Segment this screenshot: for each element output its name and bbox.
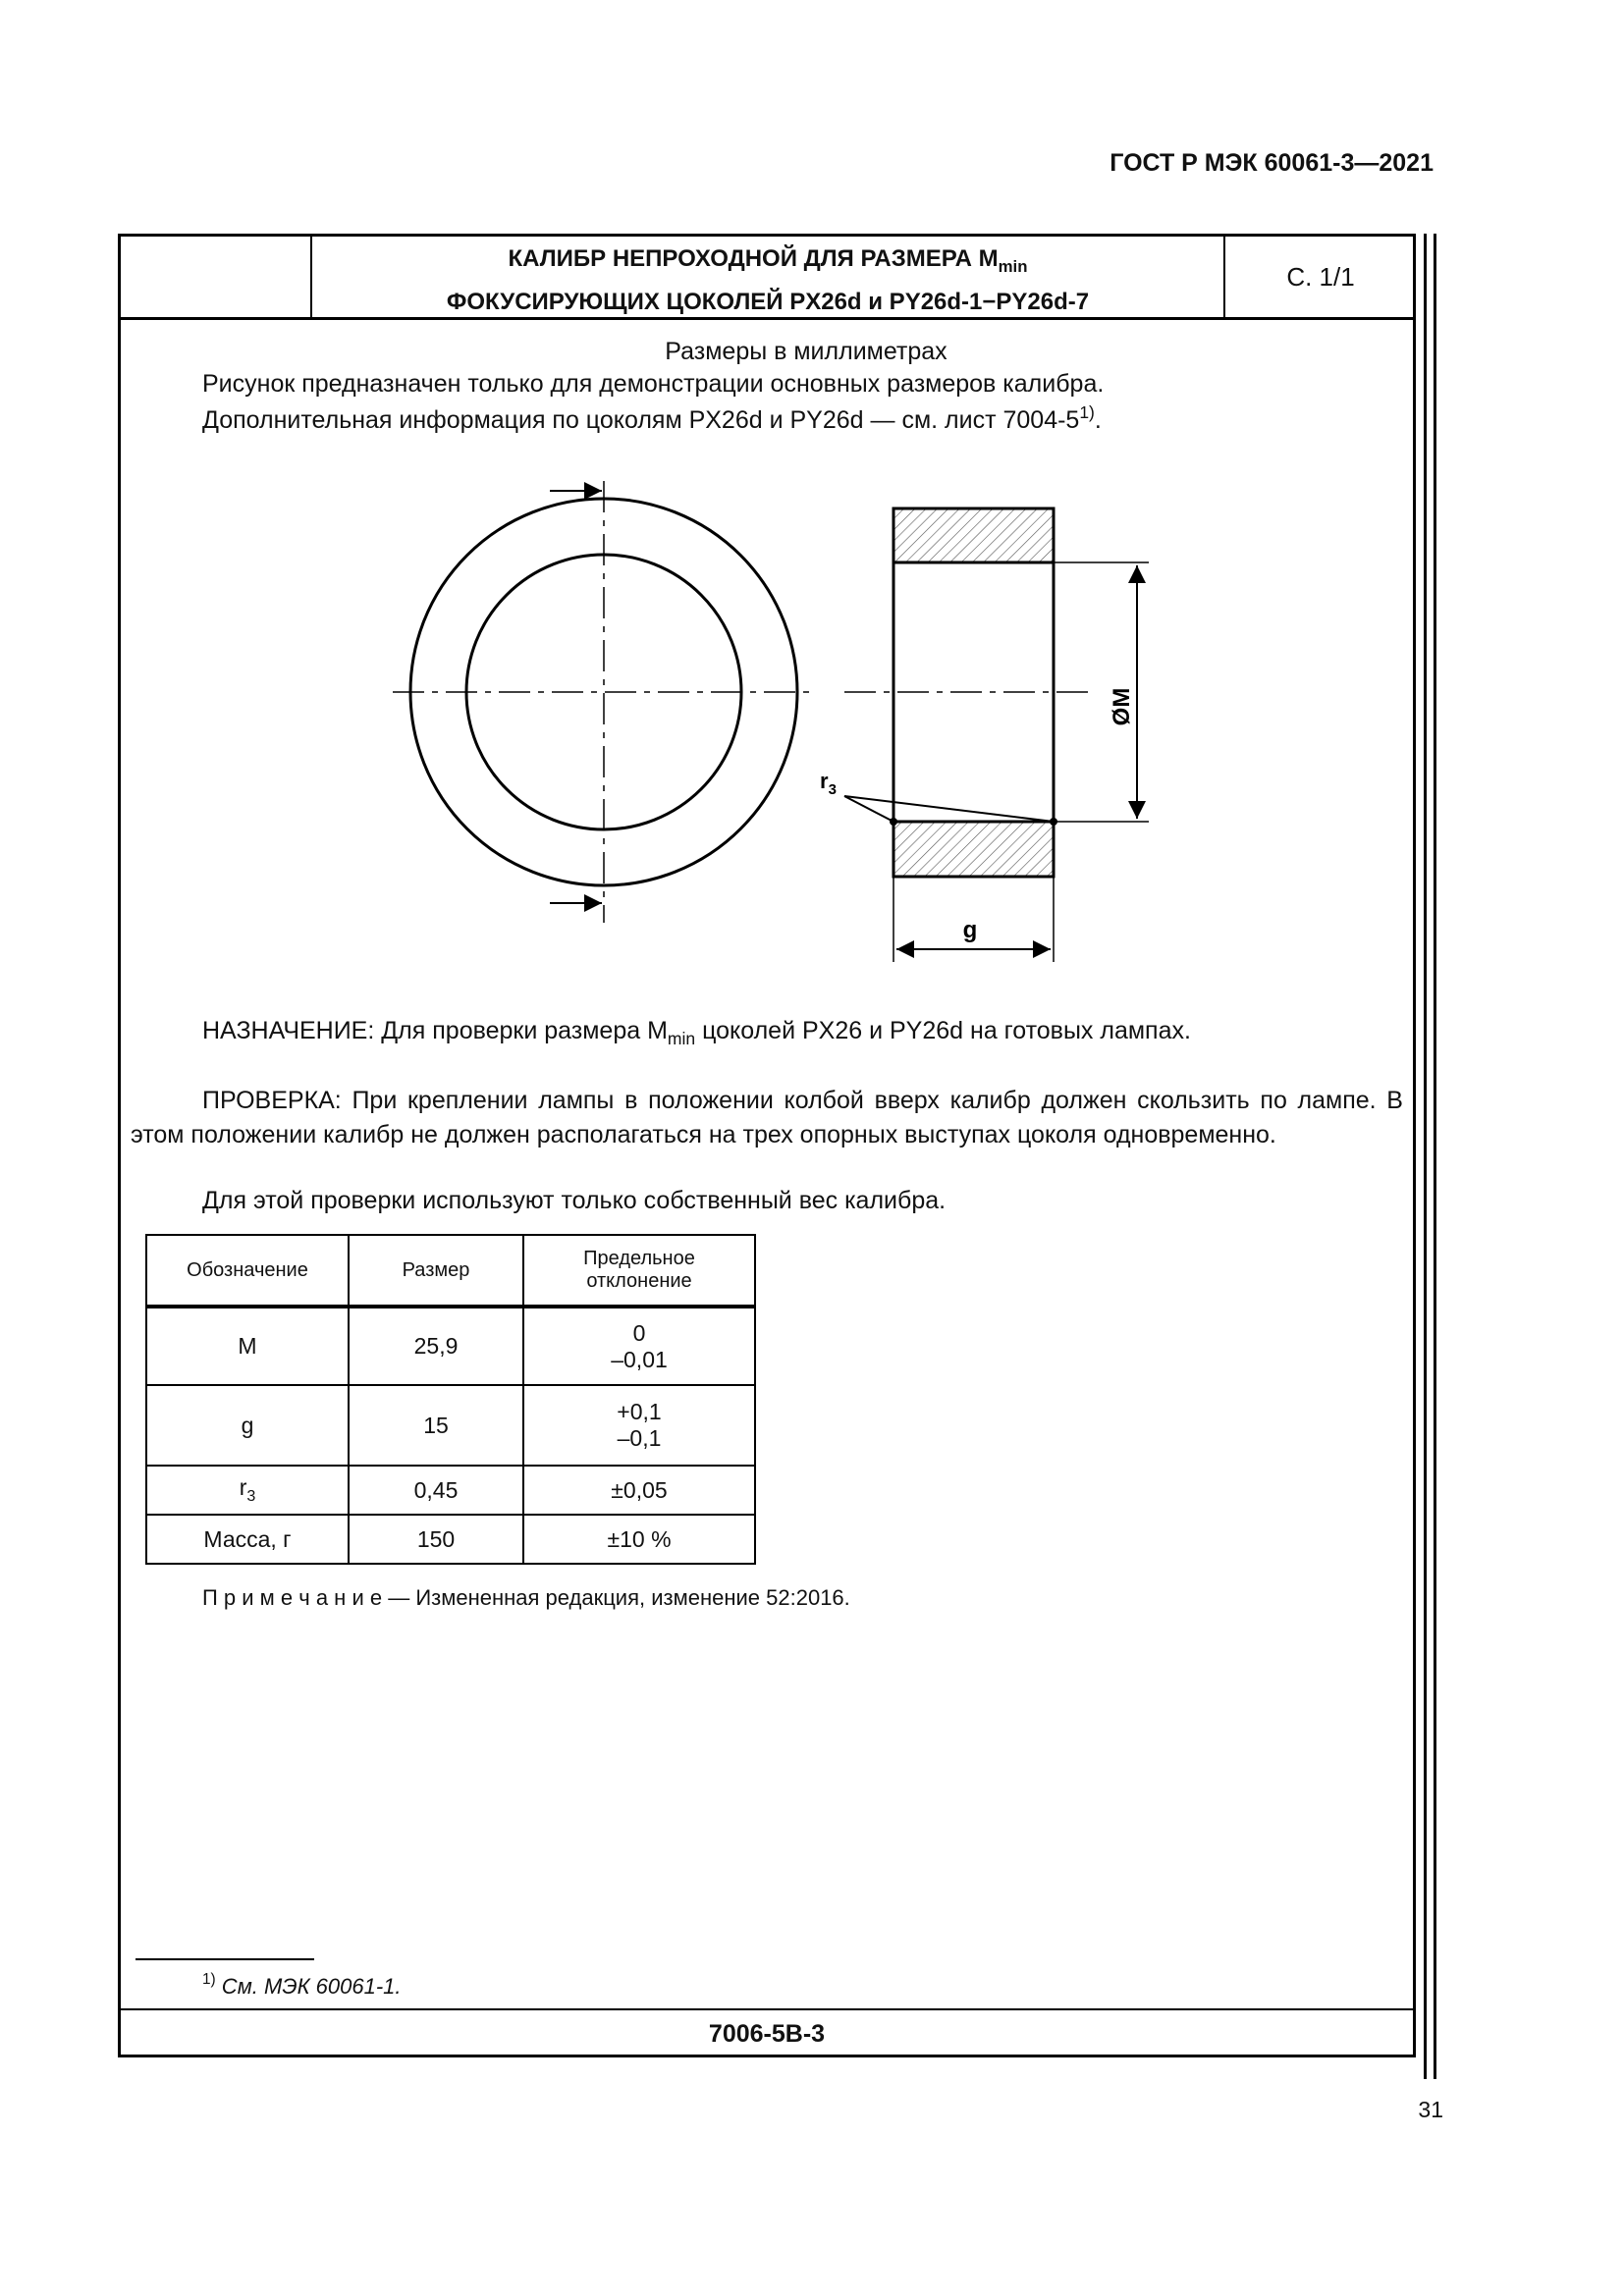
cell-size: 0,45 — [349, 1466, 523, 1515]
table-header-row — [146, 1235, 755, 1307]
page-number: 31 — [1418, 2097, 1443, 2122]
section-bottom-hatch — [893, 822, 1054, 877]
parameters-table — [145, 1234, 756, 1565]
header-designation: Обозначение — [146, 1235, 349, 1307]
title-empty-cell — [118, 234, 312, 320]
gauge-drawing — [373, 461, 1178, 982]
frame-edge-line — [1424, 234, 1427, 2079]
footer-divider — [118, 2008, 1416, 2010]
sheet-title — [312, 241, 1223, 320]
cell-symbol: Масса, г — [146, 1515, 349, 1564]
title-line-2: ФОКУСИРУЮЩИХ ЦОКОЛЕЙ PX26d и PY26d-1−PY26d-7 — [446, 289, 1090, 315]
cell-tolerance: ±0,05 — [523, 1466, 755, 1515]
title-line-1: КАЛИБР НЕПРОХОДНОЙ ДЛЯ РАЗМЕРА $M_{min}$ — [508, 245, 1028, 276]
intro-line-2: Дополнительная информация по цоколям PX26d и PY26d — см. лист 7004-5$^{1)}$. — [202, 402, 1102, 434]
intro-line-1: Рисунок предназначен только для демонстрации основных размеров калибра. — [202, 370, 1105, 398]
width-label: g — [962, 917, 978, 943]
footnote-rule — [135, 1958, 314, 1960]
cell-symbol: M — [146, 1307, 349, 1385]
radius-point — [1050, 818, 1057, 826]
standard-code: ГОСТ Р МЭК 60061-3—2021 — [1110, 149, 1434, 177]
purpose-paragraph: НАЗНАЧЕНИЕ: Для проверки размера $M_{min}$ цоколей PX26 и PY26d на готовых лампах. — [202, 1017, 1191, 1048]
header-size: Размер — [349, 1235, 523, 1307]
note: П р и м е ч а н и е — Измененная редакция, изменение 52:2016. — [202, 1585, 850, 1610]
table-row — [146, 1385, 755, 1466]
header-tolerance: Предельное отклонение — [523, 1235, 755, 1307]
cell-size: 150 — [349, 1515, 523, 1564]
table-row — [146, 1515, 755, 1564]
cell-tolerance: ±10 % — [523, 1515, 755, 1564]
cell-tolerance: 0 –0,01 — [523, 1307, 755, 1385]
section-top-hatch — [893, 508, 1054, 562]
cell-size: 15 — [349, 1385, 523, 1466]
cell-symbol: g — [146, 1385, 349, 1466]
table-row — [146, 1466, 755, 1515]
check-paragraph: ПРОВЕРКА: При креплении лампы в положении колбой вверх калибр должен скользить по лампе. В этом положении калибр не должен располагаться на трех опорных выступах цоколя одновременно. — [131, 1087, 1403, 1148]
footnote: $^{1)}$ См. МЭК 60061-1. — [202, 1971, 402, 1999]
sheet-number: С. 1/1 — [1223, 234, 1416, 320]
diameter-label: ØM — [1109, 687, 1135, 726]
cell-size: 25,9 — [349, 1307, 523, 1385]
sheet-code: 7006-5B-3 — [708, 2020, 826, 2048]
check-note-paragraph: Для этой проверки используют только собственный вес калибра. — [202, 1187, 947, 1214]
cell-tolerance: +0,1 –0,1 — [523, 1385, 755, 1466]
dimensions-note: Размеры в миллиметрах — [665, 338, 947, 365]
table-row — [146, 1307, 755, 1385]
frame-edge-line — [1434, 234, 1436, 2079]
cell-symbol: $r_3$ — [146, 1466, 349, 1515]
radius-label: $r_3$ — [820, 769, 837, 798]
radius-point — [890, 818, 897, 826]
